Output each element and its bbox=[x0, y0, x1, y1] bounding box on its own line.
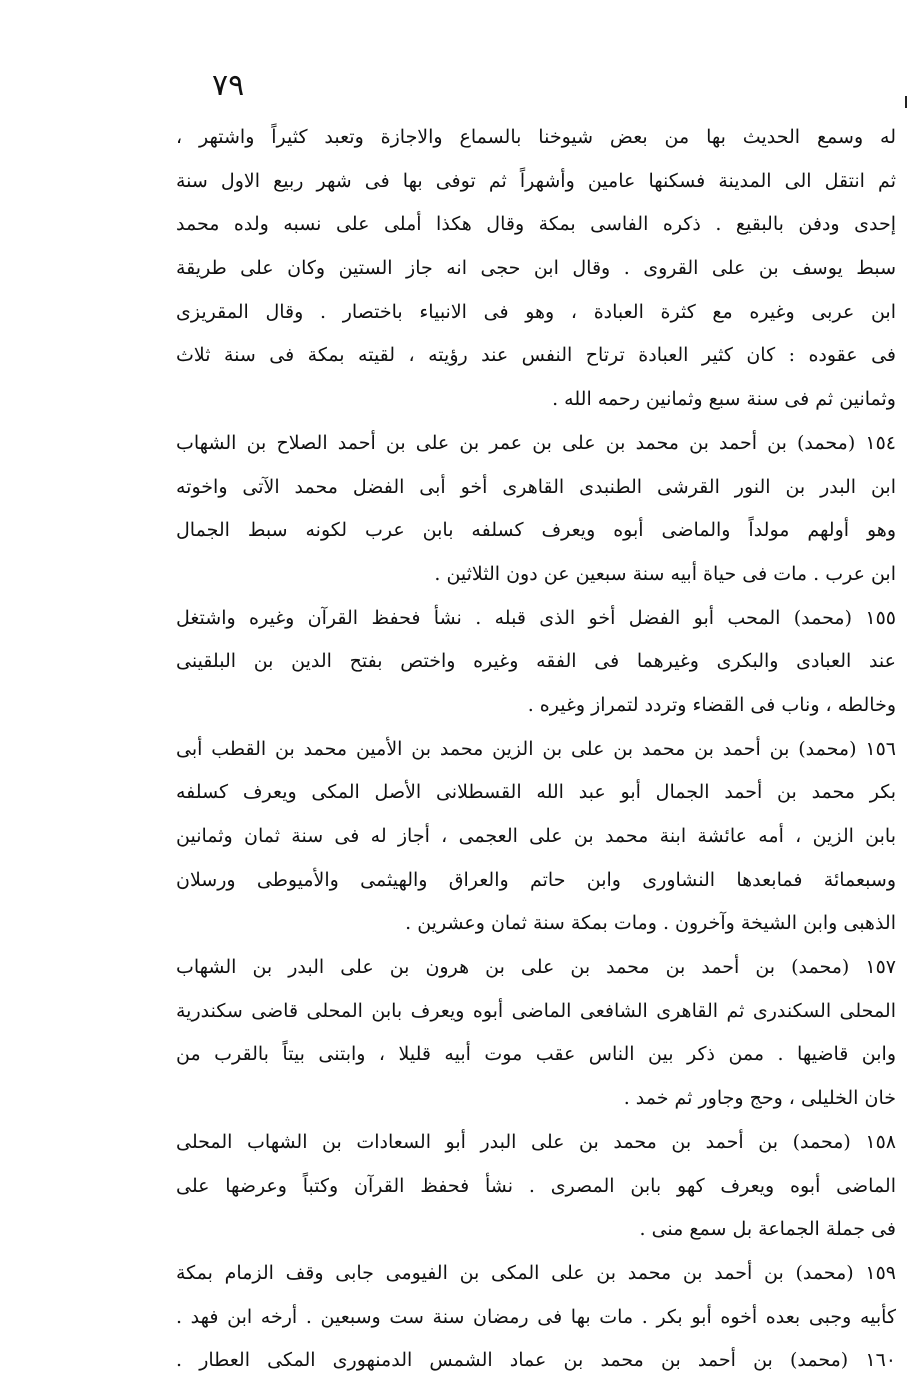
text-line: له وسمع الحديث بها من بعض شيوخنا بالسماع والاجازة وتعبد كثيراً واشتهر ، bbox=[176, 126, 896, 148]
text-line: كأبيه وجبى بعده أخوه أبو بكر . مات بها فى رمضان سنة ست وسبعين . أرخه ابن فهد . bbox=[176, 1305, 896, 1328]
body-text bbox=[176, 116, 896, 1383]
text-line: ابن عرب . مات فى حياة أبيه سنة سبعين عن دون الثلاثين . bbox=[434, 562, 896, 585]
text-line: المحلى السكندرى ثم القاهرى الشافعى الماضى أبوه ويعرف بابن المحلى قاضى سكندرية bbox=[176, 999, 896, 1022]
entry-158-line: ١٥٨ (محمد) بن أحمد بن محمد بن على البدر أبو السعادات بن الشهاب المحلى bbox=[176, 1130, 896, 1153]
entry-160-line: ١٦٠ (محمد) بن أحمد بن محمد بن عماد الشمس الدمنهورى المكى العطار . bbox=[176, 1349, 896, 1372]
entry-154-line: ١٥٤ (محمد) بن أحمد بن محمد بن على بن عمر بن على بن أحمد الصلاح بن الشهاب bbox=[176, 431, 896, 454]
text-line: وثمانين ثم فى سنة سبع وثمانين رحمه الله . bbox=[552, 388, 896, 411]
entry-156-line: ١٥٦ (محمد) بن أحمد بن محمد بن على بن الزين محمد بن الأمين محمد بن القطب أبى bbox=[176, 737, 896, 760]
text-line: عند العبادى والبكرى وغيرهما فى الفقه وغيره واختص بفتح الدين بن البلقينى bbox=[176, 650, 896, 673]
text-line: بكر محمد بن أحمد الجمال أبو عبد الله القسطلانى الأصل المكى ويعرف كسلفه bbox=[176, 781, 896, 804]
text-line: خان الخليلى ، وحج وجاور ثم خمد . bbox=[623, 1087, 896, 1110]
text-line: ابن عربى وغيره مع كثرة العبادة ، وهو فى الانبياء باختصار . وقال المقريزى bbox=[176, 300, 896, 323]
entry-157-line: ١٥٧ (محمد) بن أحمد بن محمد بن على بن هرون بن على البدر بن الشهاب bbox=[176, 956, 896, 979]
margin-mark bbox=[905, 96, 907, 108]
text-line: وابن قاضيها . ممن ذكر بين الناس عقب موت أبيه قليلا ، وابتنى بيتاً بالقرب من bbox=[176, 1043, 896, 1066]
text-line: ثم انتقل الى المدينة فسكنها عامين وأشهراً ثم توفى بها فى شهر ربيع الاول سنة bbox=[176, 169, 896, 192]
page-number: ٧٩ bbox=[212, 68, 245, 103]
text-line: وهو أولهم مولداً والماضى أبوه ويعرف كسلفه بابن عرب لكونه سبط الجمال bbox=[176, 519, 896, 542]
entry-159-line: ١٥٩ (محمد) بن أحمد بن محمد بن على المكى بن الفيومى جابى وقف الزمام بمكة bbox=[176, 1261, 896, 1284]
text-line: فى عقوده : كان كثير العبادة ترتاح النفس عند رؤيته ، لقيته بمكة فى سنة ثلاث bbox=[176, 344, 896, 367]
text-line: الماضى أبوه ويعرف كهو بابن المصرى . نشأ فحفظ القرآن وكتباً وعرضها على bbox=[176, 1174, 896, 1197]
text-line: سبط يوسف بن على القروى . وقال ابن حجى انه جاز الستين وكان على طريقة bbox=[176, 257, 896, 280]
text-line: وخالطه ، وناب فى القضاء وتردد لتمراز وغيره . bbox=[527, 693, 896, 716]
text-line: إحدى ودفن بالبقيع . ذكره الفاسى بمكة وقال هكذا أملى على نسبه ولده محمد bbox=[176, 213, 896, 236]
text-line: ابن البدر بن النور القرشى الطنبدى القاهرى أخو أبى الفضل محمد الآتى واخوته bbox=[176, 475, 896, 498]
text-line: بابن الزين ، أمه عائشة ابنة محمد بن على العجمى ، أجاز له فى سنة ثمان وثمانين bbox=[176, 825, 896, 847]
text-line: فى جملة الجماعة بل سمع منى . bbox=[639, 1218, 896, 1241]
text-line: الذهبى وابن الشيخة وآخرون . ومات بمكة سنة ثمان وعشرين . bbox=[405, 912, 896, 935]
text-line: وسبعمائة فمابعدها النشاورى وابن حاتم والعراق والهيثمى والأميوطى ورسلان bbox=[176, 868, 896, 891]
entry-155-line: ١٥٥ (محمد) المحب أبو الفضل أخو الذى قبله . نشأ فحفظ القرآن وغيره واشتغل bbox=[176, 606, 896, 629]
